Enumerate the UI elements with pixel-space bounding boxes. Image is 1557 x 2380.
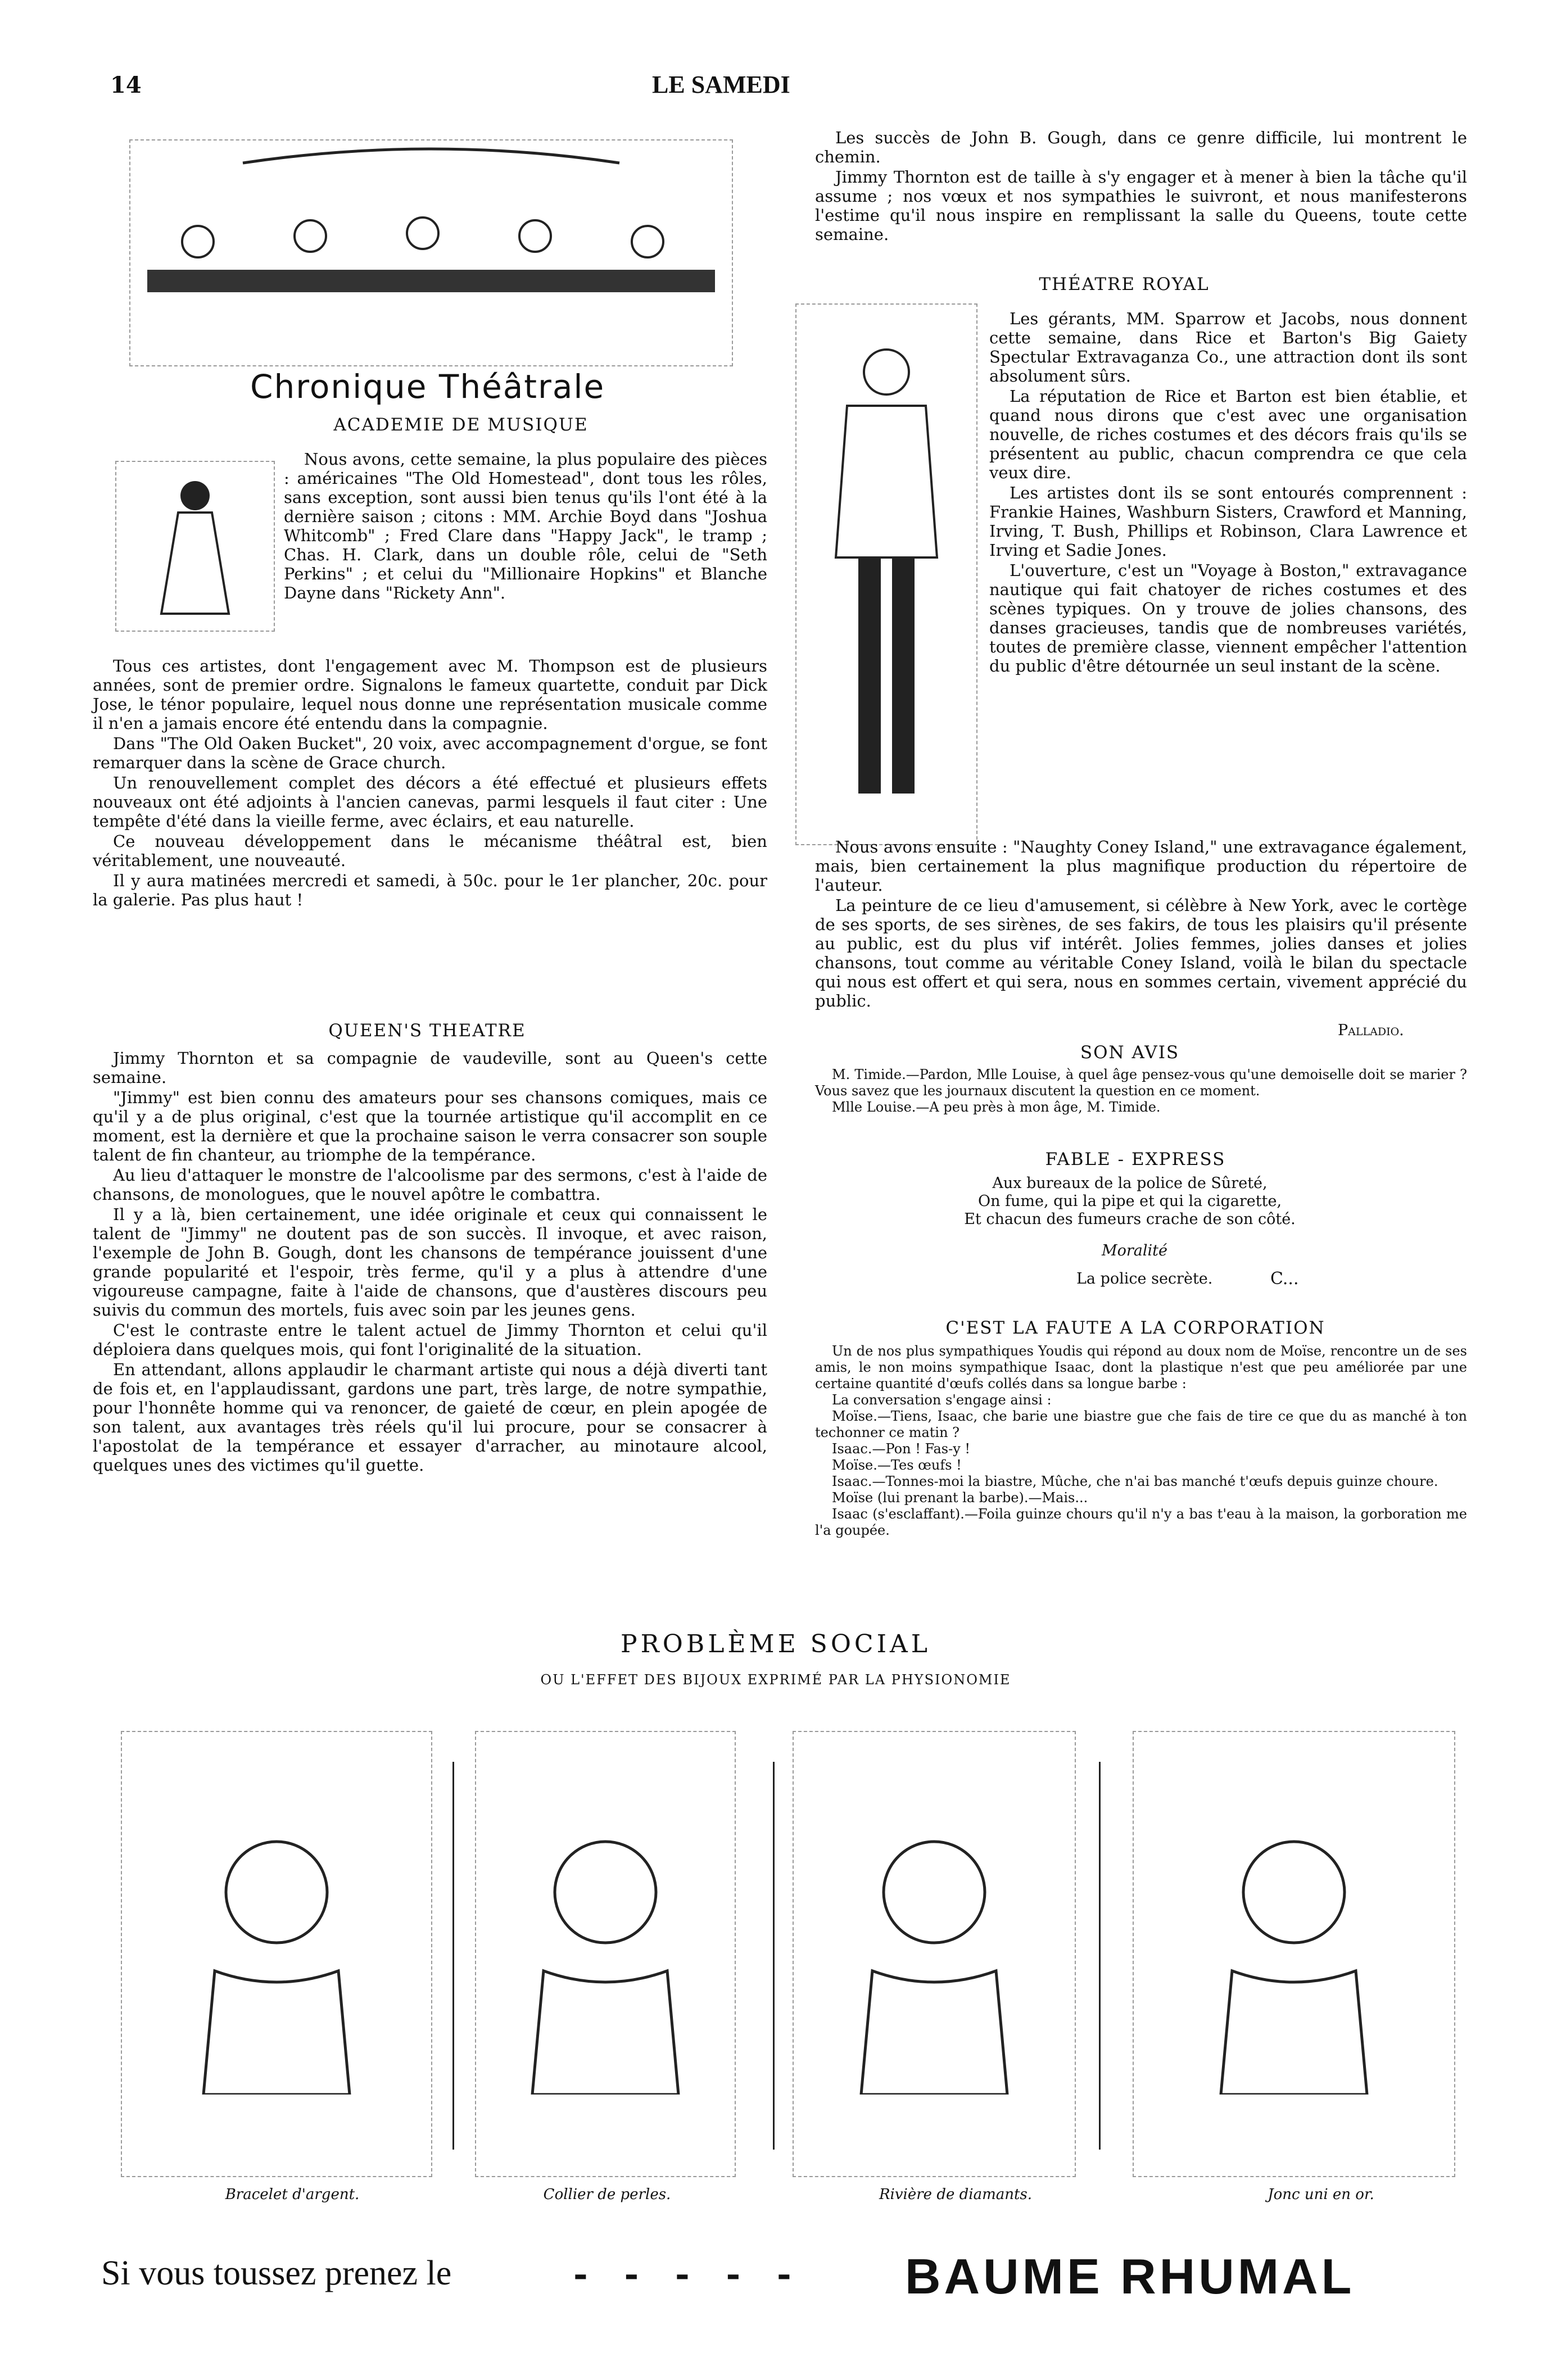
queens-paragraph-1: Jimmy Thornton et sa compagnie de vaudeville, sont au Queen's cette semaine.: [93, 1049, 767, 1087]
academie-paragraph-2: Tous ces artistes, dont l'engagement avec M. Thompson est de plusieurs années, sont de premier ordre. Signalons le fameux quartette, conduit par Dick Jose, le ténor populaire, lequel nous donne une représentation musicale comme il n'en a jamais encore été entendu dans la compagnie.: [93, 656, 767, 733]
sailor-costume-figure-icon: [813, 321, 959, 827]
portrait-pearls-illustration: [475, 1731, 736, 2177]
royal-paragraph-6: La peinture de ce lieu d'amusement, si célèbre à New York, avec le cortège de ses sports, de ses sirènes, de ses fakirs, de tous les plaisirs qu'il présente au public, est du plus vif intérêt. Jolies femmes, jolies danses et jolies chansons, tout comme au véritable Coney Island, voilà le bilan du spectacle qui nous est offert et qui sera, nous en sommes certain, vivement apprécié du public.: [815, 896, 1467, 1010]
royal-paragraph-5: Nous avons ensuite : "Naughty Coney Island," une extravagance également, mais, bien certainement la plus magnifique production du répertoire de l'auteur.: [815, 837, 1467, 895]
academie-paragraph-6: Il y aura matinées mercredi et samedi, à 50c. pour le 1er plancher, 20c. pour la galerie. Pas plus haut !: [93, 871, 767, 909]
queens-heading: QUEEN'S THEATRE: [328, 1021, 526, 1041]
son-avis-line-1: M. Timide.—Pardon, Mlle Louise, à quel âge pensez-vous qu'une demoiselle doit se marier ? Vous savez que les journaux discutent la question en ce moment.: [815, 1067, 1467, 1099]
son-avis-heading: SON AVIS: [1080, 1042, 1180, 1063]
caption-pearls: Collier de perles.: [543, 2186, 671, 2203]
column-divider-3: [1099, 1762, 1101, 2150]
academie-paragraph-1: Nous avons, cette semaine, la plus populaire des pièces : américaines "The Old Homestead", dont tous les rôles, sans exception, sont aussi bien tenus qu'ils l'ont été à la dernière saison ; citons : MM. Archie Boyd dans "Joshua Whitcomb" ; Fred Clare dans "Happy Jack", le tramp ; Chas. H. Clark, dans un double rôle, celui de "Seth Perkins" ; et celui du "Millionaire Hopkins" et Blanche Dayne dans "Rickety Ann".: [284, 450, 767, 602]
probleme-subtitle: OU L'EFFET DES BIJOUX EXPRIMÉ PAR LA PHYSIONOMIE: [540, 1672, 1011, 1688]
fable-moral: La police secrète.: [1076, 1270, 1213, 1288]
corporation-line-3: Moïse.—Tiens, Isaac, che barie une biastre gue che fais de tire ce que du as manché à ton techonner ce matin ?: [815, 1408, 1467, 1440]
ad-dashes: - - - - -: [573, 2254, 791, 2295]
corporation-body: [815, 1343, 1467, 1539]
corporation-line-5: Moïse.—Tes œufs !: [832, 1457, 962, 1473]
royal-heading: THÉATRE ROYAL: [1039, 274, 1210, 294]
corporation-heading: C'EST LA FAUTE A LA CORPORATION: [945, 1318, 1325, 1338]
fable-verse-3: Et chacun des fumeurs crache de son côté.: [964, 1211, 1296, 1228]
royal-signature: Palladio.: [1338, 1022, 1404, 1039]
academie-body: [284, 450, 767, 604]
royal-body: [989, 309, 1467, 677]
woman-diamonds-icon: [850, 1814, 1019, 2095]
royal-paragraph-1: Les gérants, MM. Sparrow et Jacobs, nous donnent cette semaine, dans Rice et Barton's Big Gaiety Spectular Extravaganza Co., une attraction dont ils sont absolument sûrs.: [989, 309, 1467, 386]
fable-moral-label: Moralité: [1102, 1242, 1168, 1259]
caption-bracelet: Bracelet d'argent.: [225, 2186, 360, 2203]
royal-paragraph-2: La réputation de Rice et Barton est bien établie, et quand nous dirons que c'est avec une organisation nouvelle, de riches costumes et des décors frais qu'ils se présentent au public, chacun comprendra ce que cela veux dire.: [989, 387, 1467, 482]
woman-pearls-icon: [521, 1814, 690, 2095]
ad-text: Si vous toussez prenez le: [101, 2254, 452, 2292]
dancing-children-icon: [130, 140, 732, 365]
queens-paragraph-2: "Jimmy" est bien connu des amateurs pour ses chansons comiques, mais ce qu'il y a de plus original, c'est que la tournée artistique qu'il accomplit en ce moment, est la dernière et que la prochaine saison le verra consacrer son souple talent de fin chanteur, au triomphe de la tempérance.: [93, 1088, 767, 1164]
actress-portrait-illustration: [115, 461, 275, 632]
corporation-line-4: Isaac.—Pon ! Fas-y !: [832, 1441, 971, 1457]
queens-continuation-2: Jimmy Thornton est de taille à s'y engager et à mener à bien la tâche qu'il assume ; nos vœux et nos sympathies le suivront, et nous manifesterons l'estime qu'il nous inspire en remplissant la salle du Queens, toute cette semaine.: [815, 167, 1467, 244]
probleme-title: PROBLÈME SOCIAL: [621, 1630, 931, 1658]
queens-paragraph-5: C'est le contraste entre le talent actuel de Jimmy Thornton et celui qu'il déploiera dans quelques mois, qui font l'originalité de la situation.: [93, 1321, 767, 1359]
portrait-diamonds-illustration: [793, 1731, 1076, 2177]
woman-bracelet-icon: [192, 1814, 361, 2095]
royal-body-wide: [815, 837, 1467, 1012]
portrait-bracelet-illustration: [121, 1731, 432, 2177]
fable-heading: FABLE - EXPRESS: [1045, 1149, 1226, 1169]
queens-continuation: [815, 128, 1467, 245]
fable-signature: C...: [1270, 1269, 1299, 1289]
corporation-line-7: Moïse (lui prenant la barbe).—Mais...: [832, 1490, 1088, 1506]
corporation-line-6: Isaac.—Tonnes-moi la biastre, Mûche, che n'ai bas manché t'œufs depuis guinze choure.: [832, 1474, 1438, 1489]
son-avis-line-2: Mlle Louise.—A peu près à mon âge, M. Timide.: [832, 1099, 1161, 1115]
page-number: 14: [110, 72, 142, 98]
academie-paragraph-5: Ce nouveau développement dans le mécanisme théâtral est, bien véritablement, une nouveauté.: [93, 832, 767, 870]
caption-gold-ring: Jonc uni en or.: [1268, 2186, 1374, 2203]
son-avis-body: [815, 1067, 1467, 1116]
queens-paragraph-4: Il y a là, bien certainement, une idée originale et ceux qui connaissent le talent de "Jimmy" ne doutent pas de son succès. Il invoque, et avec raison, l'exemple de John B. Gough, dont les chansons de tempérance jouissent d'une grande popularité et l'espoir, très ferme, qu'il y a plus à attendre d'une vigoureuse campagne, faite à l'aide de chansons, que d'austères discours peu suivis du commun des mortels, fuis avec soin par les jeunes gens.: [93, 1205, 767, 1320]
academie-paragraph-3: Dans "The Old Oaken Bucket", 20 voix, avec accompagnement d'orgue, se font remarquer dans la scène de Grace church.: [93, 734, 767, 772]
queens-body: [93, 1049, 767, 1476]
royal-paragraph-3: Les artistes dont ils se sont entourés comprennent : Frankie Haines, Washburn Sisters, Crawford et Manning, Irving, T. Bush, Phillips et Robinson, Clara Lawrence et Irving et Sadie Jones.: [989, 483, 1467, 560]
royal-paragraph-4: L'ouverture, c'est un "Voyage à Boston," extravagance nautique qui fait chatoyer de riches costumes et des scènes typiques. On y trouve de jolies chansons, des danses gracieuses, tandis que de nombreuses variétés, toutes de première classe, viennent empêcher l'attention du public d'être détournée un seul instant de la scène.: [989, 561, 1467, 676]
woman-figure-icon: [139, 473, 251, 619]
fable-verse-1: Aux bureaux de la police de Sûreté,: [992, 1175, 1268, 1192]
academie-paragraph-4: Un renouvellement complet des décors a été effectué et plusieurs effets nouveaux ont été adjoints à l'ancien canevas, parmi lesquels il faut citer : Une tempête d'été dans la vieille ferme, avec éclairs, et eau naturelle.: [93, 773, 767, 831]
paper-title: LE SAMEDI: [652, 71, 790, 98]
column-divider-1: [452, 1762, 454, 2150]
column-divider-2: [773, 1762, 775, 2150]
portrait-gold-ring-illustration: [1133, 1731, 1455, 2177]
fable-verses: [905, 1175, 1355, 1228]
corporation-line-8: Isaac (s'esclaffant).—Foila guinze chours qu'il n'y a bas t'eau à la maison, la gorboration me l'a goupée.: [815, 1506, 1467, 1538]
woman-gold-ring-icon: [1210, 1814, 1378, 2095]
corporation-line-1: Un de nos plus sympathiques Youdis qui répond au doux nom de Moïse, rencontre un de ses amis, le non moins sympathique Isaac, dont la plastique n'est que peu améliorée par une certaine quantité d'œufs collés dans sa longue barbe :: [815, 1343, 1467, 1391]
fable-verse-2: On fume, qui la pipe et qui la cigarette,: [977, 1193, 1282, 1210]
academie-heading: ACADEMIE DE MUSIQUE: [333, 415, 589, 435]
decorative-banner-illustration: [129, 139, 733, 366]
corporation-line-2: La conversation s'engage ainsi :: [832, 1392, 1052, 1408]
chronique-title: Chronique Théâtrale: [250, 368, 605, 406]
queens-continuation-1: Les succès de John B. Gough, dans ce genre difficile, lui montrent le chemin.: [815, 128, 1467, 166]
ad-brand: BAUME RHUMAL: [905, 2248, 1355, 2304]
queens-paragraph-3: Au lieu d'attaquer le monstre de l'alcoolisme par des sermons, c'est à l'aide de chansons, de monologues, que le nouvel apôtre le combattra.: [93, 1166, 767, 1204]
academie-body-wide: [93, 656, 767, 910]
queens-paragraph-6: En attendant, allons applaudir le charmant artiste qui nous a déjà diverti tant de fois et, en l'applaudissant, gardons une part, très large, de notre sympathie, pour l'honnête homme qui va renoncer, de gaieté de cœur, en plein apogée de son talent, aux avantages très réels qu'il lui procure, pour se consacrer à l'apostolat de la tempérance et essayer d'arracher, au minotaure alcool, quelques unes des victimes qu'il guette.: [93, 1360, 767, 1475]
sailor-girl-illustration: [795, 303, 977, 845]
caption-diamonds: Rivière de diamants.: [879, 2186, 1033, 2203]
